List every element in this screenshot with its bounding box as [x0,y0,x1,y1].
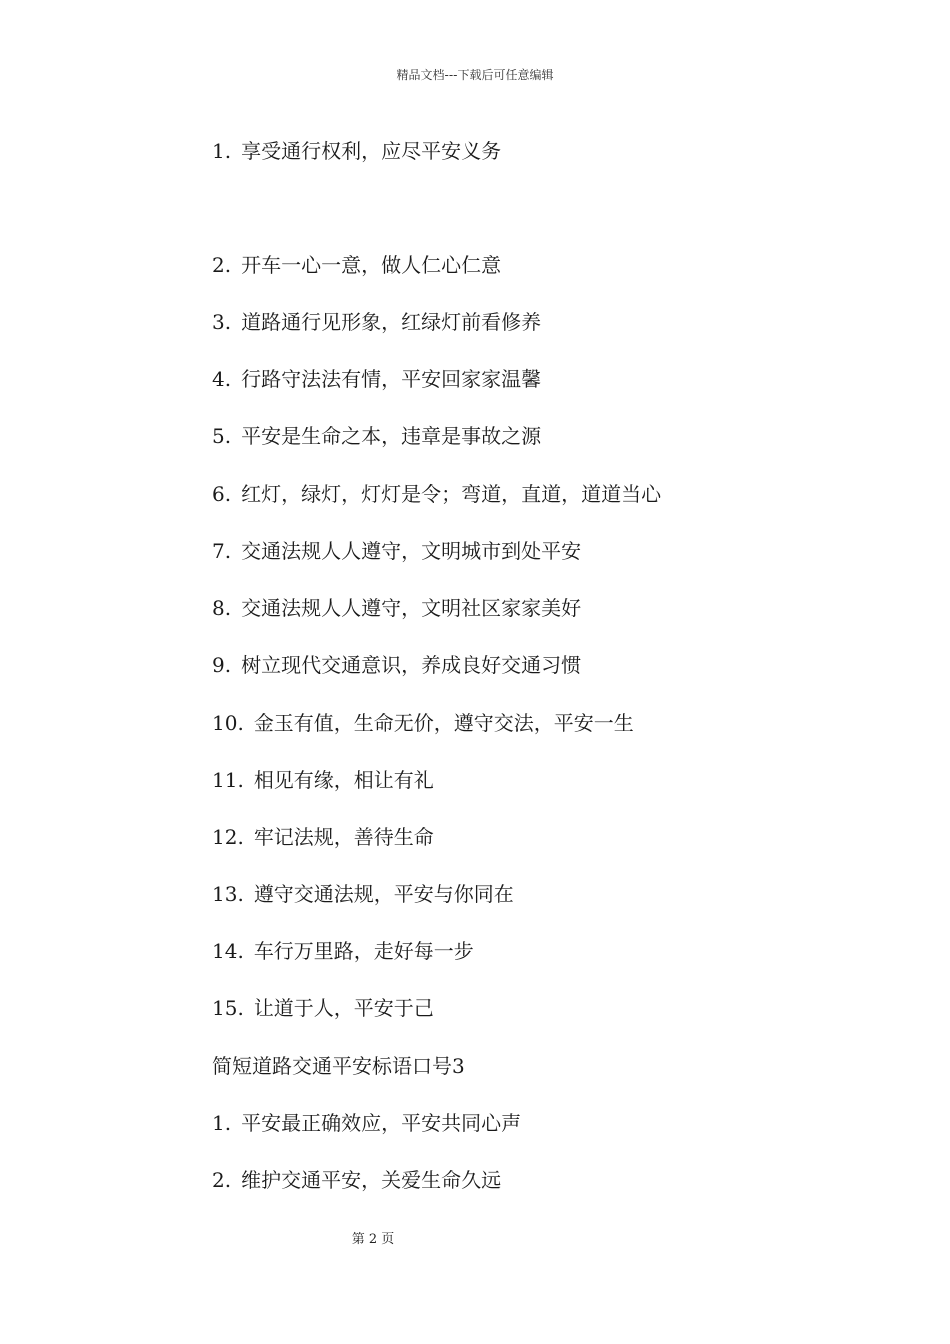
item-text: 交通法规人人遵守，文明城市到处平安 [241,539,582,563]
item-text: 交通法规人人遵守，文明社区家家美好 [241,596,582,620]
item-number: 9. [212,653,232,677]
item-text: 开车一心一意，做人仁心仁意 [241,253,502,277]
item-text: 平安最正确效应，平安共同心声 [241,1111,522,1135]
page-header: 精品文档---下载后可任意编辑 [396,68,554,82]
item-number: 12. [212,825,244,849]
item-text: 道路通行见形象，红绿灯前看修养 [241,310,542,334]
item-text: 遵守交通法规，平安与你同在 [253,882,514,906]
item-text: 树立现代交通意识，养成良好交通习惯 [241,653,582,677]
item-text: 红灯，绿灯，灯灯是令；弯道，直道，道道当心 [241,482,662,506]
item-number: 2. [212,253,232,277]
item-text: 享受通行权利，应尽平安义务 [241,139,502,163]
slogan-item [212,825,434,849]
item-text: 维护交通平安，关爱生命久远 [241,1168,502,1192]
item-text: 相见有缘，相让有礼 [253,768,434,792]
item-number: 3. [212,310,232,334]
section-heading: 简短道路交通平安标语口号3 [212,1054,465,1078]
item-number: 6. [212,482,232,506]
item-number: 11. [212,768,244,792]
item-number: 5. [212,424,232,448]
slogan-item [212,996,434,1020]
item-number: 15. [212,996,244,1020]
slogan-item [212,1111,521,1135]
item-number: 14. [212,939,244,963]
slogan-item [212,882,514,906]
item-number: 10. [212,711,244,735]
page-number: 第 2 页 [351,1232,395,1247]
item-number: 1. [212,139,232,163]
item-text: 平安是生命之本，违章是事故之源 [241,424,542,448]
slogan-item [212,310,541,334]
item-number: 8. [212,596,232,620]
slogan-item [212,1168,501,1192]
slogan-item [212,596,581,620]
slogan-item [212,367,541,391]
slogan-item [212,482,661,506]
slogan-item [212,253,501,277]
slogan-item [212,768,434,792]
slogan-item [212,939,474,963]
item-number: 4. [212,367,232,391]
slogan-item [212,539,581,563]
item-text: 行路守法法有情，平安回家家温馨 [241,367,542,391]
slogan-item [212,139,501,163]
item-text: 金玉有值，生命无价，遵守交法，平安一生 [253,711,634,735]
slogan-item [212,711,634,735]
item-number: 2. [212,1168,232,1192]
slogan-item [212,653,581,677]
item-number: 13. [212,882,244,906]
item-number: 1. [212,1111,232,1135]
item-text: 牢记法规，善待生命 [253,825,434,849]
slogan-item [212,424,541,448]
item-text: 车行万里路，走好每一步 [253,939,474,963]
item-text: 让道于人，平安于己 [253,996,434,1020]
item-number: 7. [212,539,232,563]
